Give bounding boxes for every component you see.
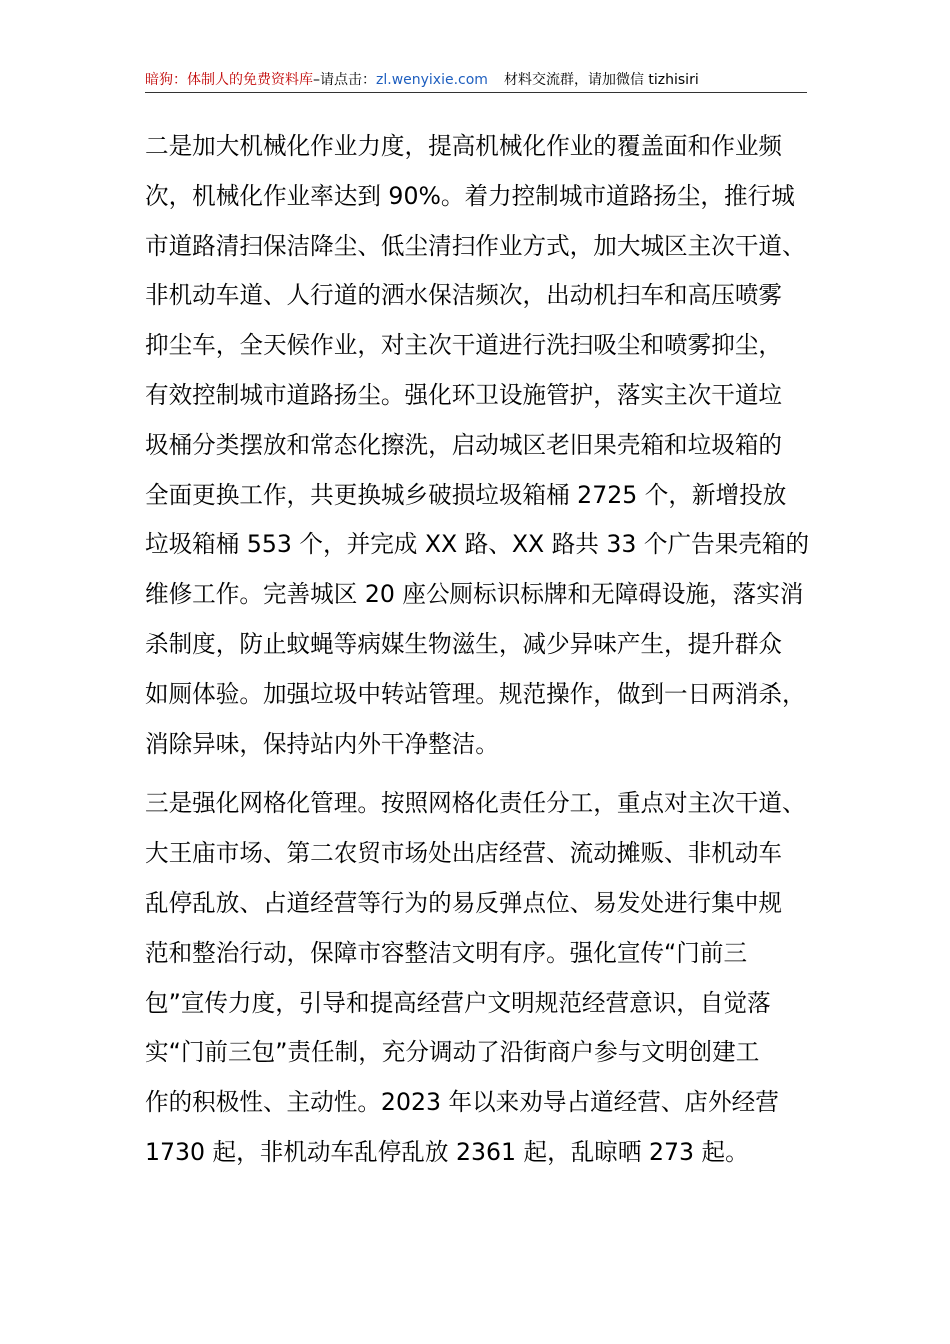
header-url-link[interactable]: zl.wenyixie.com — [376, 72, 488, 88]
text-line: 非机动车道、人行道的洒水保洁频次，出动机扫车和高压喷雾 — [145, 281, 783, 310]
page-header — [145, 68, 807, 93]
document-body — [145, 122, 810, 1178]
text-line: 有效控制城市道路扬尘。强化环卫设施管护，落实主次干道垃 — [145, 380, 783, 409]
text-line: 抑尘车，全天候作业，对主次干道进行洗扫吸尘和喷雾抑尘， — [145, 331, 783, 360]
header-click-label: –请点击： — [313, 72, 376, 88]
text-line: 垃圾箱桶 553 个，并完成 XX 路、XX 路共 33 个广告果壳箱的 — [145, 530, 810, 559]
text-line: 实“门前三包”责任制，充分调动了沿街商户参与文明创建工 — [145, 1038, 760, 1067]
text-line: 乱停乱放、占道经营等行为的易反弹点位、易发处进行集中规 — [145, 888, 783, 917]
header-wechat: 材料交流群，请加微信 tizhisiri — [503, 72, 699, 88]
text-line: 圾桶分类摆放和常态化擦洗，启动城区老旧果壳箱和垃圾箱的 — [145, 430, 783, 459]
text-line: 包”宣传力度，引导和提高经营户文明规范经营意识，自觉落 — [145, 988, 771, 1017]
text-line: 1730 起，非机动车乱停乱放 2361 起，乱晾晒 273 起。 — [145, 1137, 749, 1166]
text-line: 三是强化网格化管理。按照网格化责任分工，重点对主次干道、 — [145, 789, 806, 818]
text-line: 市道路清扫保洁降尘、低尘清扫作业方式，加大城区主次干道、 — [145, 231, 806, 260]
text-line: 杀制度，防止蚊蝇等病媒生物滋生，减少异味产生，提升群众 — [145, 629, 783, 658]
header-brand: 暗狗：体制人的免费资料库 — [145, 72, 313, 88]
text-line: 作的积极性、主动性。2023 年以来劝导占道经营、店外经营 — [145, 1088, 779, 1117]
text-line: 消除异味，保持站内外干净整洁。 — [145, 729, 499, 758]
text-line: 如厕体验。加强垃圾中转站管理。规范操作，做到一日两消杀， — [145, 679, 806, 708]
text-line: 维修工作。完善城区 20 座公厕标识标牌和无障碍设施，落实消 — [145, 580, 804, 609]
text-line: 全面更换工作，共更换城乡破损垃圾箱桶 2725 个，新增投放 — [145, 480, 787, 509]
text-line: 范和整治行动，保障市容整洁文明有序。强化宣传“门前三 — [145, 938, 748, 967]
paragraph-1 — [145, 122, 810, 769]
paragraph-2 — [145, 779, 807, 1177]
text-line: 次，机械化作业率达到 90%。着力控制城市道路扬尘，推行城 — [145, 181, 795, 210]
text-line: 大王庙市场、第二农贸市场处出店经营、流动摊贩、非机动车 — [145, 839, 783, 868]
text-line: 二是加大机械化作业力度，提高机械化作业的覆盖面和作业频 — [145, 132, 783, 160]
